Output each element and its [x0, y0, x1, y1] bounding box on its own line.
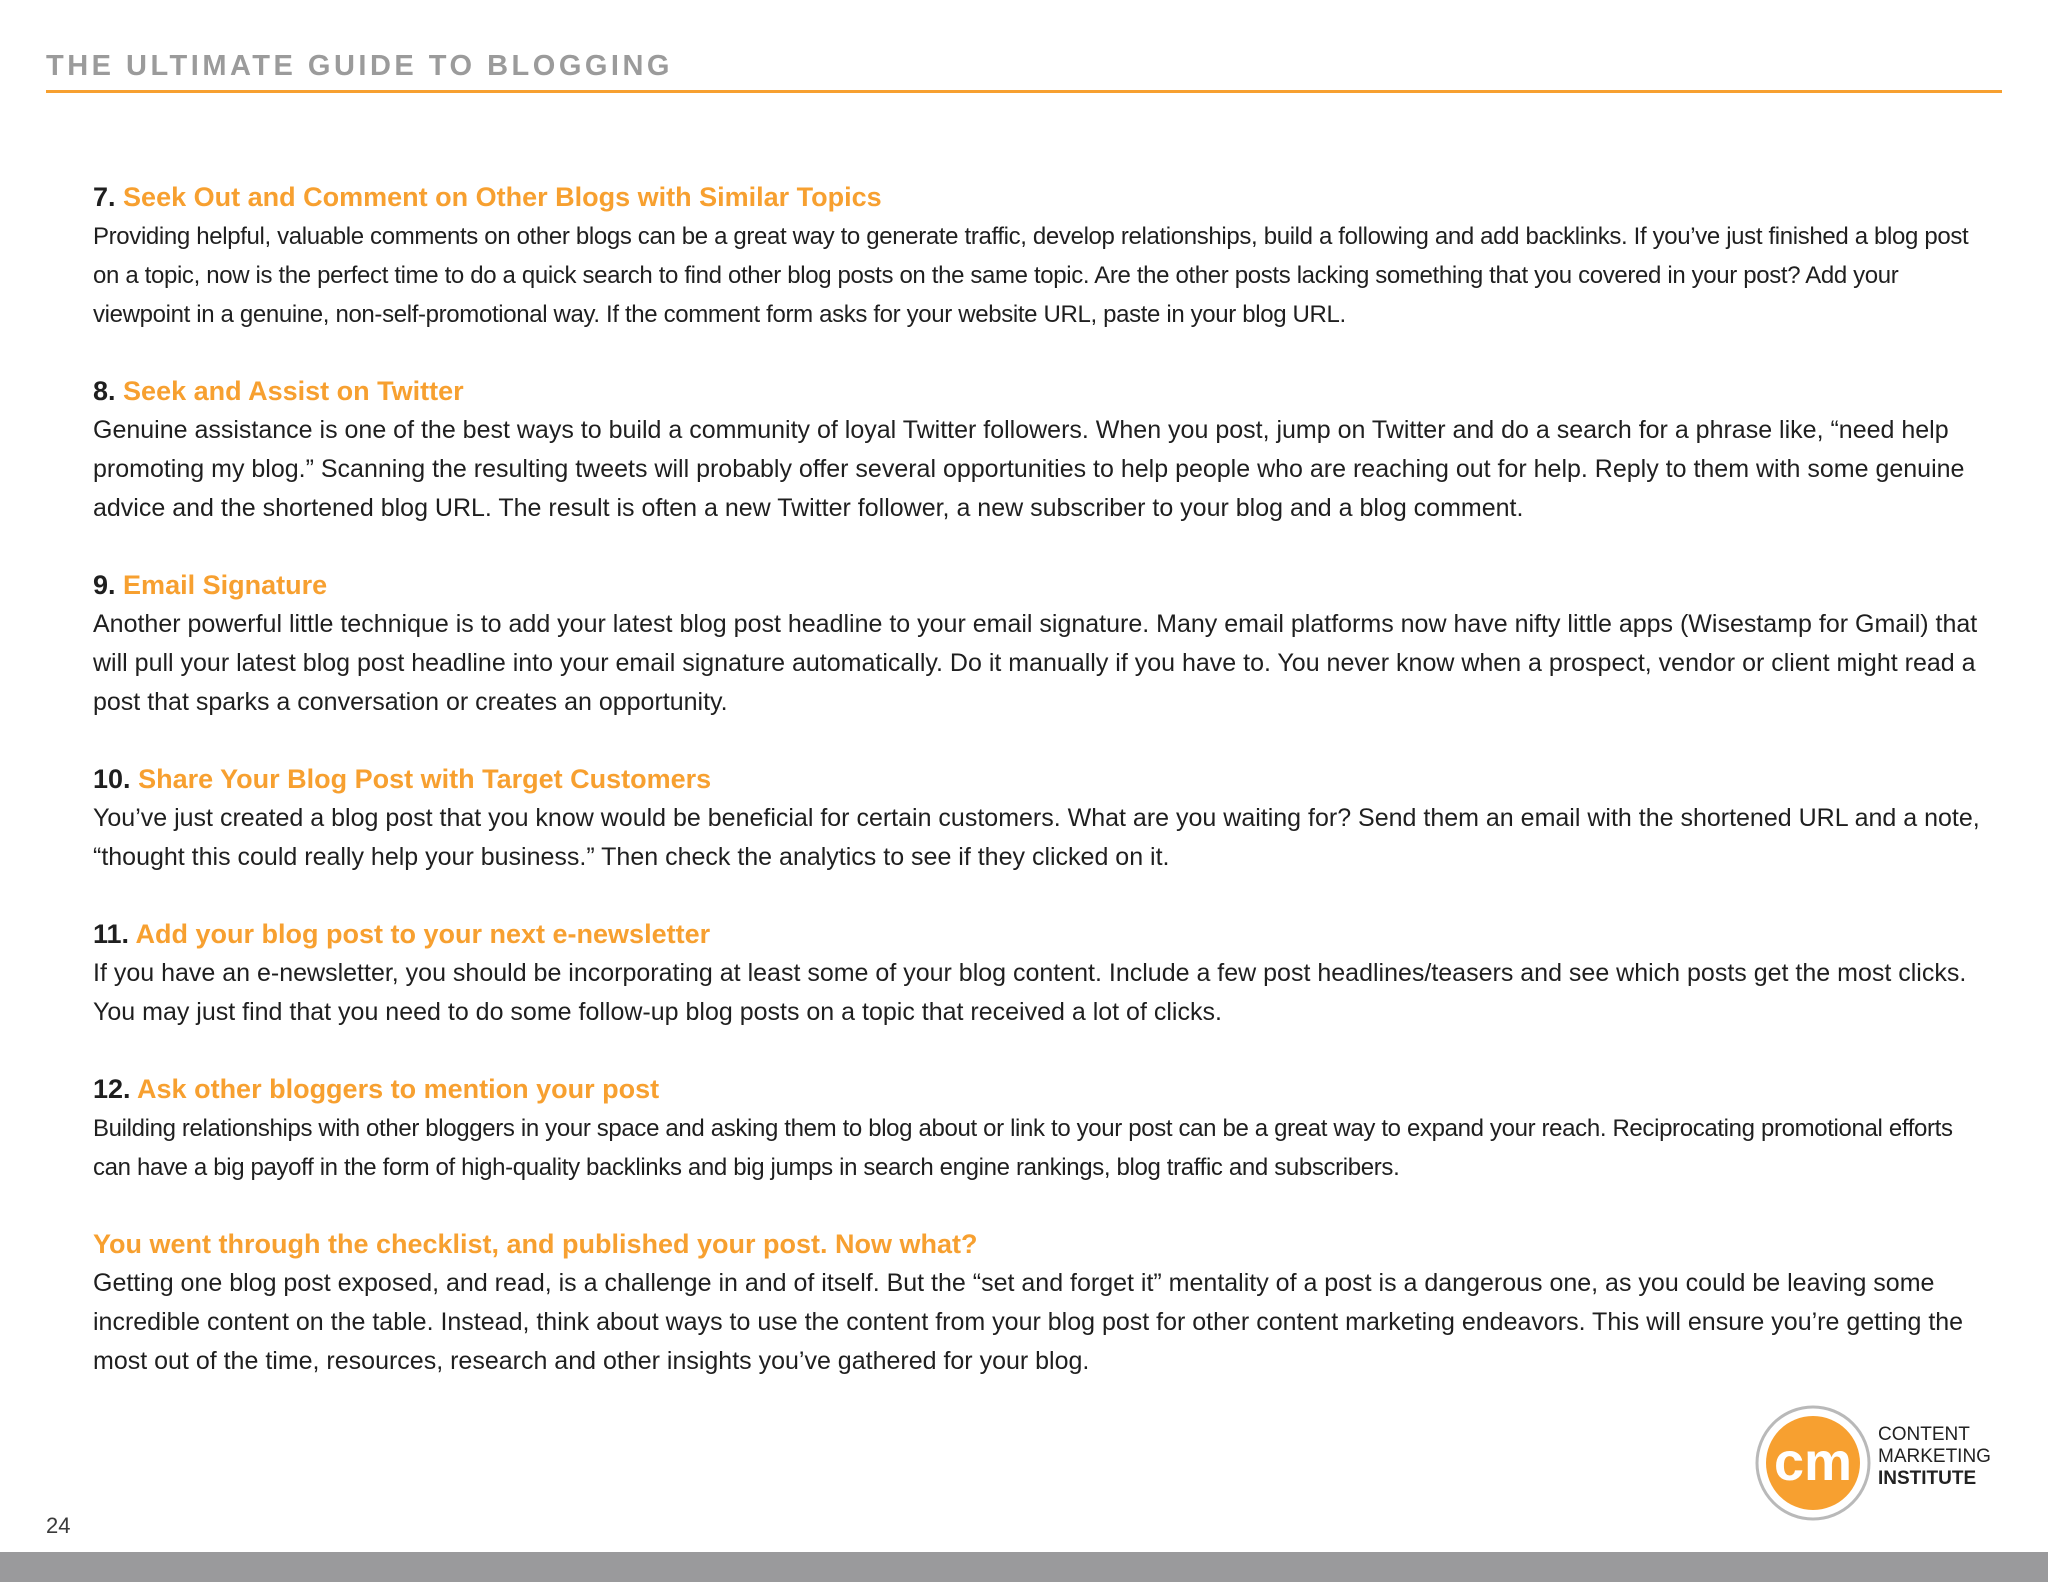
header-title: THE ULTIMATE GUIDE TO BLOGGING: [46, 50, 673, 82]
section-number: 12.: [93, 1074, 131, 1104]
page-number: 24: [46, 1513, 71, 1538]
section-8: [93, 372, 1993, 528]
section-heading: [93, 178, 1993, 217]
conclusion-title: You went through the checklist, and published your post. Now what?: [93, 1229, 978, 1259]
cmi-logo-mark-text: cm: [1773, 1432, 1853, 1492]
section-number: 7.: [93, 182, 116, 212]
section-12: [93, 1070, 1993, 1187]
section-number: 10.: [93, 764, 131, 794]
section-body: Genuine assistance is one of the best ways to build a community of loyal Twitter followers. When you post, jump on Twitter and do a search for a phrase like, “need help promoting my blog.” Scanning the resulting tweets will probably offer several opportunities to help people who are reaching out for help. Reply to them with some genuine advice and the shortened blog URL. The result is often a new Twitter follower, a new subscriber to your blog and a blog comment.: [93, 416, 1965, 522]
section-title: Ask other bloggers to mention your post: [137, 1074, 660, 1104]
cmi-logo-text: [1878, 1424, 1991, 1490]
section-body: Another powerful little technique is to add your latest blog post headline to your email signature. Many email platforms now have nifty little apps (Wisestamp for Gmail) that will pull your latest blog post headline into your email signature automatically. Do it manually if you have to. You never know when a prospect, vendor or client might read a post that sparks a conversation or creates an opportunity.: [93, 610, 1978, 716]
section-number: 11.: [93, 919, 130, 949]
footer-bar: [0, 1552, 2048, 1582]
section-7: [93, 178, 1993, 334]
page-content: [93, 178, 1993, 1419]
cmi-logo-line-content: CONTENT: [1878, 1424, 1970, 1445]
cmi-logo-line-marketing: MARKETING: [1878, 1446, 1991, 1467]
section-title: Share Your Blog Post with Target Customers: [138, 764, 712, 794]
section-number: 9.: [93, 570, 116, 600]
section-title: Seek and Assist on Twitter: [123, 376, 464, 406]
section-heading: [93, 915, 1993, 954]
conclusion-heading: [93, 1225, 1993, 1264]
cmi-logo-line-institute: INSTITUTE: [1878, 1468, 1977, 1489]
section-title: Add your blog post to your next e-newsletter: [135, 919, 711, 949]
section-title: Seek Out and Comment on Other Blogs with Similar Topics: [123, 182, 882, 212]
section-heading: [93, 760, 1993, 799]
section-body: If you have an e-newsletter, you should be incorporating at least some of your blog content. Include a few post headlines/teasers and see which posts get the most clicks. You may just find that you need to do some follow-up blog posts on a topic that received a lot of clicks.: [93, 959, 1967, 1026]
section-10: [93, 760, 1993, 877]
section-body: Providing helpful, valuable comments on other blogs can be a great way to generate traffic, develop relationships, build a following and add backlinks. If you’ve just finished a blog post on a topic, now is the perfect time to do a quick search to find other blog posts on the same topic. Are the other posts lacking something that you covered in your post? Add your viewpoint in a genuine, non-self-promotional way. If the comment form asks for your website URL, paste in your blog URL.: [93, 223, 1969, 328]
section-number: 8.: [93, 376, 116, 406]
header-rule: [46, 90, 2002, 93]
section-11: [93, 915, 1993, 1032]
section-heading: [93, 566, 1993, 605]
section-heading: [93, 1070, 1993, 1109]
section-body: You’ve just created a blog post that you know would be beneficial for certain customers. What are you waiting for? Send them an email with the shortened URL and a note, “thought this could really help your business.” Then check the analytics to see if they clicked on it.: [93, 804, 1980, 871]
section-9: [93, 566, 1993, 722]
section-title: Email Signature: [123, 570, 328, 600]
conclusion-section: [93, 1225, 1993, 1381]
section-heading: [93, 372, 1993, 411]
section-body: Building relationships with other bloggers in your space and asking them to blog about or link to your post can be a great way to expand your reach. Reciprocating promotional efforts can have a big payoff in the form of high-quality backlinks and big jumps in search engine rankings, blog traffic and subscribers.: [93, 1115, 1953, 1181]
conclusion-body: Getting one blog post exposed, and read, is a challenge in and of itself. But the “set and forget it” mentality of a post is a dangerous one, as you could be leaving some incredible content on the table. Instead, think about ways to use the content from your blog post for other content marketing endeavors. This will ensure you’re getting the most out of the time, resources, research and other insights you’ve gathered for your blog.: [93, 1269, 1964, 1375]
cmi-logo: [1754, 1404, 2004, 1522]
cmi-logo-mark-icon: [1754, 1404, 1872, 1522]
